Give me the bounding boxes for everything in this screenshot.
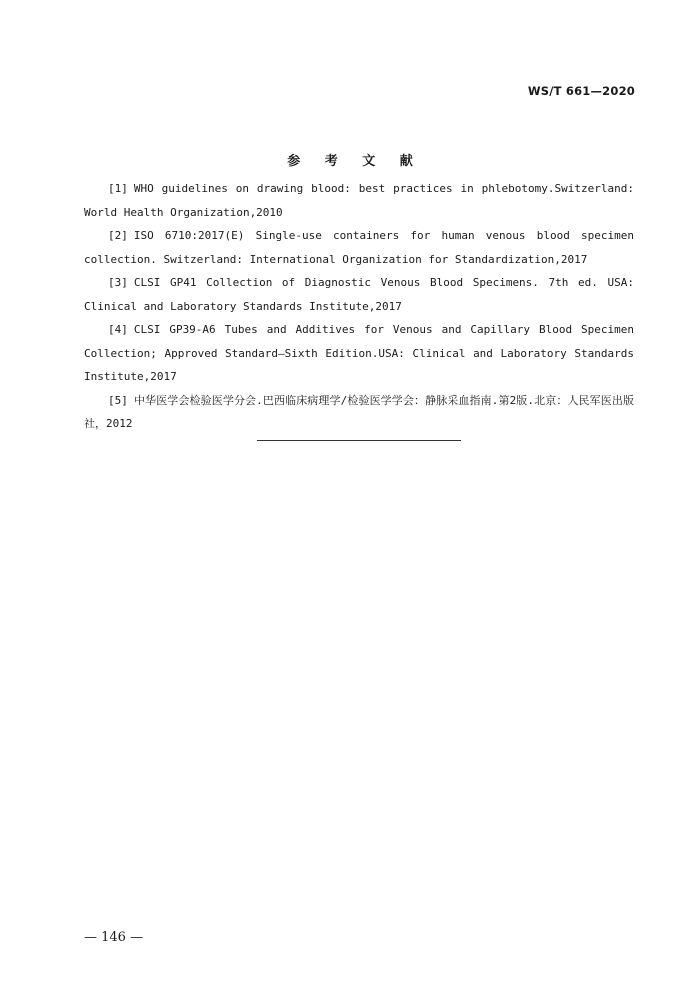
section-title: 参 考 文 献 [287,154,423,169]
reference-item [84,318,634,389]
reference-text: 中华医学会检验医学分会.巴西临床病理学/检验医学学会：静脉采血指南.第2版.北京：人民军医出版社，2012 [84,393,634,430]
reference-text: CLSI GP39-A6 Tubes and Additives for Venous and Capillary Blood Specimen Collection; Approved Standard—Sixth Edition.USA: Clinical and Laboratory Standards Institute,2017 [84,323,634,383]
reference-text: WHO guidelines on drawing blood: best practices in phlebotomy.Switzerland: World Health Organization,2010 [84,182,634,219]
reference-number: [3] [108,276,128,289]
reference-number: [4] [108,323,128,336]
reference-number: [1] [108,182,128,195]
reference-number: [5] [108,393,128,407]
reference-item [84,271,634,318]
reference-item [84,177,634,224]
reference-item [84,389,634,436]
standard-code: WS/T 661—2020 [527,84,635,98]
reference-number: [2] [108,229,128,242]
reference-text: ISO 6710:2017(E) Single-use containers for human venous blood specimen collection. Switzerland: International Organization for Standardization,2017 [84,229,634,266]
reference-item [84,224,634,271]
page-number: — 146 — [84,930,144,945]
reference-list [84,177,634,436]
reference-text: CLSI GP41 Collection of Diagnostic Venous Blood Specimens. 7th ed. USA: Clinical and Laboratory Standards Institute,2017 [84,276,634,313]
end-rule [257,440,461,441]
